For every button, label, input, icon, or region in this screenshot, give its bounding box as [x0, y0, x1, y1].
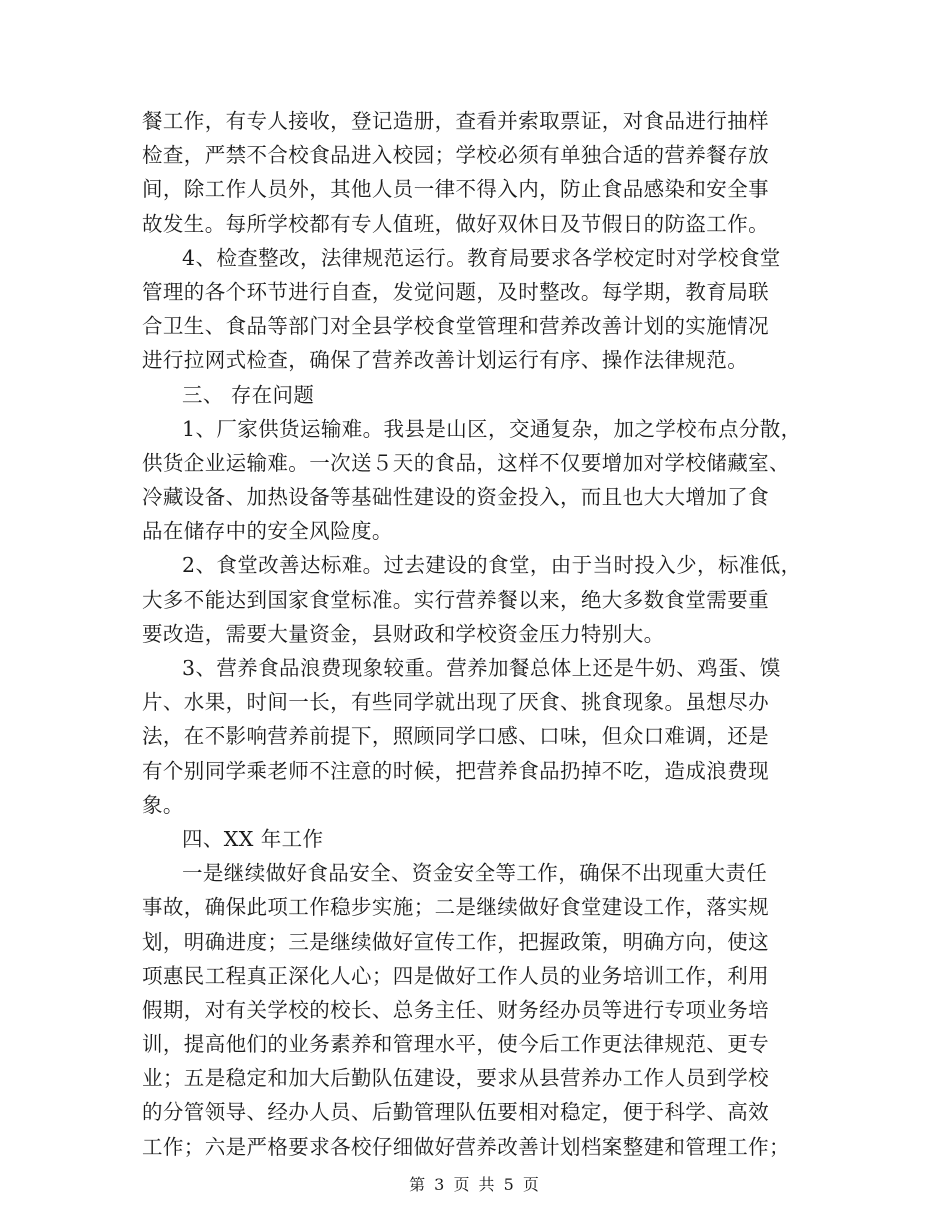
text-line: 四、XX 年工作	[182, 826, 324, 851]
text-line: 三、 存在问题	[182, 382, 315, 407]
text-line: 1、厂家供货运输难。我县是山区，交通复杂，加之学校布点分散，	[182, 416, 802, 441]
text-line: 片、水果，时间一长，有些同学就出现了厌食、挑食现象。虽想尽办	[142, 690, 769, 715]
text-line: 餐工作，有专人接收，登记造册，查看并索取票证，对食品进行抽样	[142, 109, 769, 133]
text-line: 项惠民工程真正深化人心；四是做好工作人员的业务培训工作，利用	[142, 963, 769, 988]
text-line: 间，除工作人员外，其他人员一律不得入内，防止食品感染和安全事	[142, 177, 769, 202]
text-line: 大多不能达到国家食堂标准。实行营养餐以来，绝大多数食堂需要重	[142, 587, 769, 612]
text-line: 划，明确进度；三是继续做好宣传工作，把握政策，明确方向，使这	[142, 929, 769, 954]
text-line: 4、检查整改，法律规范运行。教育局要求各学校定时对学校食堂	[182, 245, 781, 270]
text-line: 训，提高他们的业务素养和管理水平，使今后工作更法律规范、更专	[142, 1032, 769, 1057]
text-line: 业；五是稳定和加大后勤队伍建设，要求从县营养办工作人员到学校	[142, 1066, 769, 1091]
text-line: 的分管领导、经办人员、后勤管理队伍要相对稳定，便于科学、高效	[142, 1100, 769, 1125]
text-line: 2、食堂改善达标难。过去建设的食堂，由于当时投入少，标准低，	[182, 553, 802, 578]
text-line: 管理的各个环节进行自查，发觉问题，及时整改。每学期，教育局联	[142, 279, 769, 304]
text-line: 一是继续做好食品安全、资金安全等工作，确保不出现重大责任	[182, 861, 768, 886]
text-line: 法，在不影响营养前提下，照顾同学口感、口味，但众口难调，还是	[142, 724, 769, 749]
text-line: 假期，对有关学校的校长、总务主任、财务经办员等进行专项业务培	[142, 997, 769, 1022]
text-line: 供货企业运输难。一次送５天的食品，这样不仅要增加对学校储藏室、	[142, 450, 790, 475]
text-line: 要改造，需要大量资金，县财政和学校资金压力特别大。	[142, 621, 665, 646]
text-line: 工作；六是严格要求各校仔细做好营养改善计划档案整建和管理工作；	[142, 1134, 790, 1159]
body-text	[142, 104, 807, 1164]
text-line: 有个别同学乘老师不注意的时候，把营养食品扔掉不吃，造成浪费现	[142, 758, 769, 783]
text-line: 进行拉网式检查，确保了营养改善计划运行有序、操作法律规范。	[142, 348, 749, 373]
text-line: 3、营养食品浪费现象较重。营养加餐总体上还是牛奶、鸡蛋、馍	[182, 656, 781, 680]
text-line: 检查，严禁不合校食品进入校园；学校必须有单独合适的营养餐存放	[142, 143, 769, 168]
text-line: 冷藏设备、加热设备等基础性建设的资金投入，而且也大大增加了食	[142, 485, 769, 510]
text-line: 事故，确保此项工作稳步实施；二是继续做好食堂建设工作，落实规	[142, 895, 769, 920]
text-line: 品在储存中的安全风险度。	[142, 519, 393, 544]
page-footer: 第 3 页 共 5 页	[409, 1175, 541, 1194]
text-line: 合卫生、食品等部门对全县学校食堂管理和营养改善计划的实施情况	[142, 314, 769, 339]
text-line: 象。	[142, 792, 184, 817]
text-line: 故发生。每所学校都有专人值班，做好双休日及节假日的防盗工作。	[142, 211, 769, 236]
